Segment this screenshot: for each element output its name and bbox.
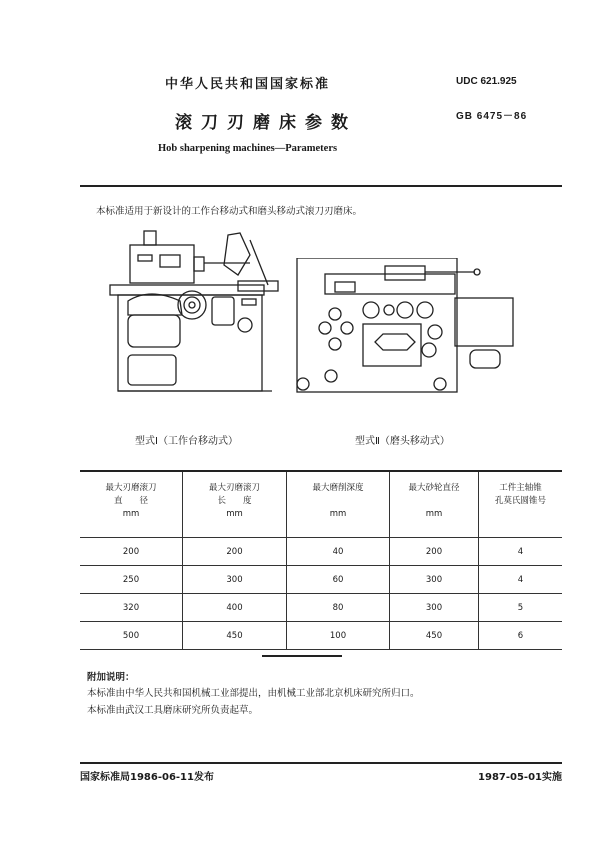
scope-text: 本标准适用于新设计的工作台移动式和磨头移动式滚刀刃磨床。 [96,206,363,217]
table-cell: 300 [390,594,479,622]
footer-divider [80,762,562,764]
table-cell: 400 [183,594,287,622]
header-label: 长 度 [217,496,252,506]
header-label: 最大磨削深度 [312,483,364,493]
table-row [80,538,562,566]
header-unit: mm [329,509,347,519]
table-row [80,566,562,594]
header-label: 直 径 [113,496,148,506]
table-cell: 100 [287,622,390,650]
table-cell: 6 [479,622,563,650]
issue-date: 国家标准局1986-06-11发布 [80,772,214,783]
figure-caption-type-2: 型式Ⅱ（磨头移动式） [355,436,450,447]
document-title: 滚刀刃磨床参数 [175,113,357,133]
table-cell: 500 [80,622,183,650]
table-cell: 200 [183,538,287,566]
column-header [479,471,563,538]
header-label: 最大砂轮直径 [408,483,460,493]
table-row [80,622,562,650]
table-end-divider [262,655,342,657]
table-cell: 450 [390,622,479,650]
header-divider [80,185,562,187]
effective-date: 1987-05-01实施 [478,772,562,783]
header-unit: mm [226,509,243,519]
header-unit: mm [425,509,443,519]
table-cell: 300 [390,566,479,594]
table-cell: 320 [80,594,183,622]
table-cell: 300 [183,566,287,594]
table-cell: 80 [287,594,390,622]
table-cell: 200 [390,538,479,566]
header-label: 最大刃磨滚刀 [105,483,157,493]
column-header [390,471,479,538]
table-cell: 4 [479,566,563,594]
header-unit: mm [122,509,140,519]
table-cell: 450 [183,622,287,650]
figure-type-1-drawing [100,225,290,397]
english-title: Hob sharpening machines—Parameters [158,143,338,154]
table-cell: 4 [479,538,563,566]
note-line: 本标准由武汉工具磨床研究所负责起草。 [87,705,259,716]
table-cell: 40 [287,538,390,566]
table-cell: 60 [287,566,390,594]
figure-caption-type-1: 型式Ⅰ（工作台移动式） [135,436,238,447]
header-label: 工件主轴锥 [499,483,542,493]
column-header [183,471,287,538]
note-line: 本标准由中华人民共和国机械工业部提出，由机械工业部北京机床研究所归口。 [87,688,420,699]
table-cell: 250 [80,566,183,594]
header-label: 孔莫氏圆锥号 [494,496,546,506]
figure-type-2-drawing [295,258,517,396]
column-header [80,471,183,538]
table-header-row [80,471,562,538]
issuing-organization: 中华人民共和国国家标准 [165,77,331,92]
notes-heading: 附加说明： [87,672,135,683]
table-cell: 5 [479,594,563,622]
table-row [80,594,562,622]
header-label: 最大刃磨滚刀 [208,483,260,493]
column-header [287,471,390,538]
parameters-table [80,470,562,650]
udc-number: UDC 621.925 [456,76,517,87]
standard-number: GB 6475－86 [456,111,528,122]
table-cell: 200 [80,538,183,566]
